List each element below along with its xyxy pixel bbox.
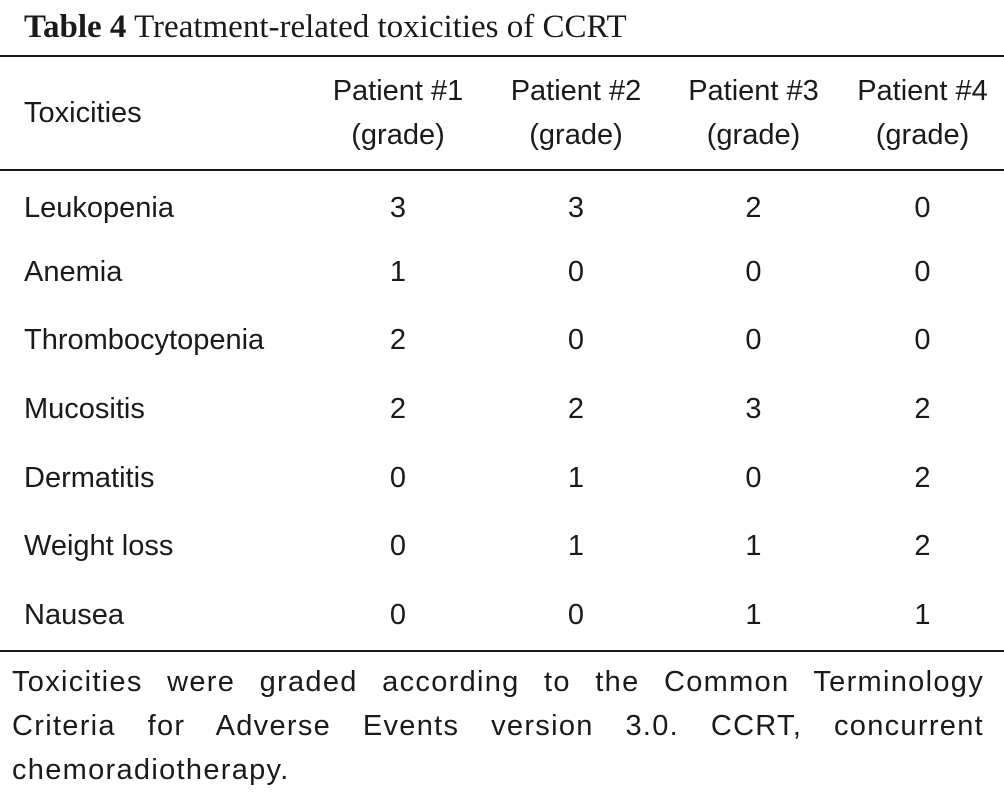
cell-value: 0	[914, 324, 931, 357]
cell-value: 1	[567, 461, 585, 494]
header-label: Patient #3	[688, 75, 819, 107]
table-row	[0, 306, 1004, 375]
cell-value: 2	[914, 461, 931, 494]
cell-value: 1	[389, 255, 407, 288]
cell-value: 0	[389, 530, 407, 563]
cell-value: 2	[745, 191, 762, 224]
table-row	[0, 238, 1004, 307]
bottom-rule	[0, 650, 1004, 652]
table-caption	[24, 8, 627, 46]
cell-value: 2	[914, 530, 931, 563]
header-unit: (grade)	[351, 119, 445, 151]
header-rule	[0, 169, 1004, 171]
header-label: Patient #2	[510, 75, 642, 107]
cell-value: 0	[745, 324, 762, 357]
row-label: Mucositis	[24, 392, 145, 425]
header-unit: (grade)	[529, 119, 623, 151]
row-label: Weight loss	[24, 530, 174, 563]
table-row	[0, 375, 1004, 444]
header-unit: (grade)	[875, 119, 970, 151]
header-label: Patient #1	[332, 75, 464, 107]
cell-value: 2	[389, 392, 407, 425]
cell-value: 3	[745, 392, 762, 425]
row-label: Anemia	[24, 255, 123, 288]
header-patient-4	[841, 57, 1004, 169]
row-label: Thrombocytopenia	[24, 324, 265, 357]
cell-value: 1	[914, 598, 931, 631]
toxicities-table	[0, 57, 1004, 650]
table-caption-label: Table 4	[24, 9, 127, 45]
cell-value: 0	[745, 255, 762, 288]
table-footnote: Toxicities were graded according to the Common Terminology Criteria for Adverse Events version 3.0. CCRT, concurrent chemoradiotherapy.	[12, 666, 984, 786]
cell-value: 0	[745, 461, 762, 494]
cell-value: 0	[567, 255, 585, 288]
header-patient-3	[666, 57, 841, 169]
cell-value: 0	[567, 324, 585, 357]
table-row	[0, 581, 1004, 650]
cell-value: 2	[389, 324, 407, 357]
cell-value: 0	[389, 461, 407, 494]
cell-value: 0	[389, 598, 407, 631]
cell-value: 0	[914, 191, 931, 224]
row-label: Nausea	[24, 598, 124, 631]
row-label: Dermatitis	[24, 461, 155, 494]
cell-value: 0	[914, 255, 931, 288]
table-caption-text: Treatment-related toxicities of CCRT	[134, 9, 627, 45]
header-label: Patient #4	[857, 75, 988, 107]
table-row	[0, 512, 1004, 581]
row-label: Leukopenia	[24, 191, 174, 224]
cell-value: 3	[389, 191, 407, 224]
table-row	[0, 444, 1004, 513]
cell-value: 0	[567, 598, 585, 631]
table-header-row	[0, 57, 1004, 169]
table-row	[0, 169, 1004, 238]
cell-value: 1	[745, 530, 762, 563]
cell-value: 2	[914, 392, 931, 425]
header-patient-1	[310, 57, 486, 169]
cell-value: 2	[567, 392, 585, 425]
cell-value: 3	[567, 191, 585, 224]
header-patient-2	[486, 57, 666, 169]
header-unit: (grade)	[706, 119, 801, 151]
cell-value: 1	[745, 598, 762, 631]
header-toxicities: Toxicities	[24, 97, 142, 129]
cell-value: 1	[567, 530, 585, 563]
